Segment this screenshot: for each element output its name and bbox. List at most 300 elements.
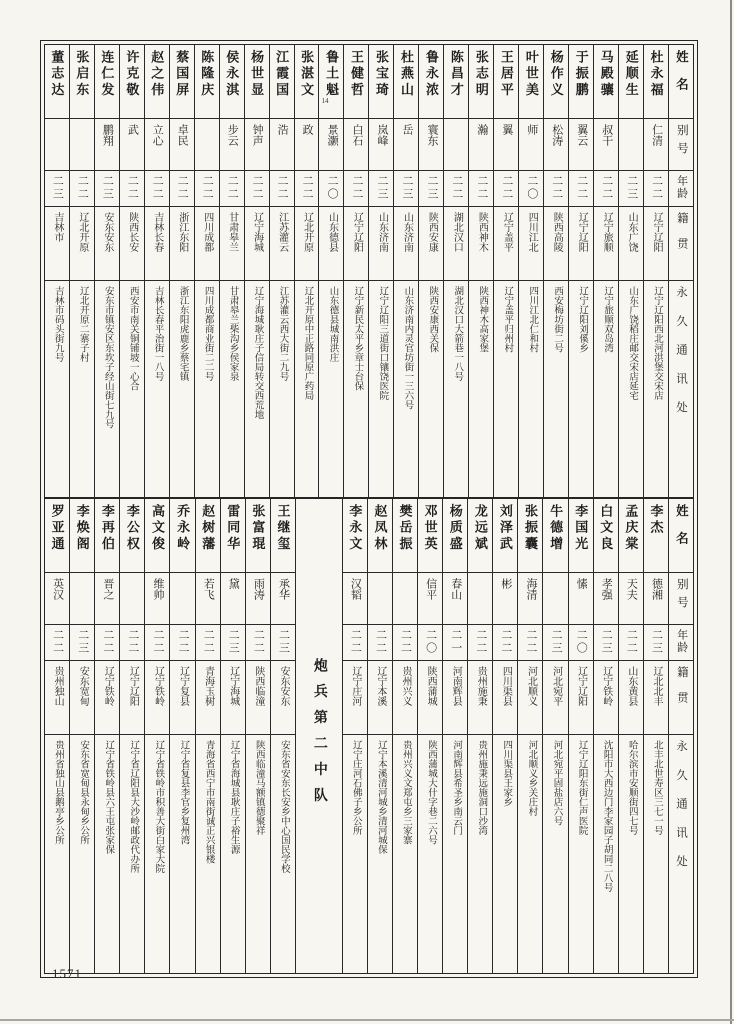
person-native-text: 陕西安康 — [426, 212, 438, 252]
person-age — [394, 171, 418, 207]
person-native-text: 辽宁辽阳 — [576, 212, 588, 252]
person-column — [144, 499, 169, 973]
person-native-text: 辽北北丰 — [650, 666, 662, 706]
person-age — [295, 171, 319, 207]
person-name — [70, 499, 94, 573]
person-alias — [45, 573, 69, 625]
person-address-text: 陕西蒲城大什字巷二六号 — [426, 740, 436, 845]
person-native — [170, 661, 194, 735]
person-age-text: 二三 — [400, 174, 413, 201]
person-alias — [70, 119, 94, 171]
person-age-text: 二二 — [600, 174, 613, 201]
person-native-text: 青海玉树 — [202, 666, 214, 706]
person-native-text: 山东黄县 — [625, 666, 637, 706]
person-name — [469, 45, 493, 119]
person-age-text: 二三 — [600, 628, 613, 655]
row-header-native — [669, 661, 693, 735]
person-alias — [644, 573, 668, 625]
person-address — [443, 735, 467, 973]
person-name — [120, 499, 144, 573]
person-age-text: 二二 — [76, 174, 89, 201]
person-column — [442, 499, 467, 973]
person-address — [295, 281, 319, 497]
person-alias — [343, 573, 367, 625]
person-age — [619, 625, 643, 661]
person-address-text: 安东省安东长安乡中心国民学校 — [278, 740, 289, 873]
person-native — [594, 661, 618, 735]
person-alias — [569, 119, 593, 171]
person-address-text: 贵州兴义文郑屯乡三家寨 — [400, 740, 411, 845]
person-address-text: 四川成都商业街二二号 — [202, 286, 213, 381]
person-alias-text: 德湘 — [650, 578, 663, 600]
person-alias — [594, 119, 618, 171]
person-native — [45, 661, 69, 735]
person-age-text: 二二 — [349, 628, 362, 655]
person-native — [569, 207, 593, 281]
person-native — [145, 661, 169, 735]
person-native-text: 辽宁铁岭 — [152, 666, 164, 706]
person-native-text: 陕西蒲城 — [425, 666, 437, 706]
person-native — [443, 661, 467, 735]
row-header-name — [669, 45, 693, 119]
person-column — [119, 45, 144, 497]
person-native — [344, 207, 368, 281]
person-address — [569, 735, 593, 973]
person-column — [468, 45, 493, 497]
person-address — [418, 735, 442, 973]
person-address-text: 陕西安康西关保 — [427, 286, 438, 353]
person-address — [221, 735, 245, 973]
person-native — [246, 661, 270, 735]
person-age — [170, 625, 194, 661]
person-address-text: 辽宁盖平归州村 — [502, 286, 513, 353]
person-name — [145, 45, 169, 119]
person-native — [95, 207, 119, 281]
person-native — [170, 207, 194, 281]
person-name — [468, 499, 492, 573]
person-age — [70, 625, 94, 661]
person-native-text: 浙江东阳 — [176, 212, 188, 252]
person-column — [568, 499, 593, 973]
person-address — [95, 281, 119, 497]
person-name — [195, 45, 219, 119]
person-column — [342, 499, 367, 973]
person-address-text: 吉林长春平治街一八号 — [152, 286, 163, 381]
person-age-text: 二二 — [575, 174, 588, 201]
person-alias — [419, 119, 443, 171]
person-name-text: 王继玺 — [275, 504, 291, 553]
person-address-text: 陕西神木高家堡 — [477, 286, 488, 353]
person-alias — [95, 573, 119, 625]
person-age — [95, 171, 119, 207]
person-name-text: 陈隆庆 — [199, 50, 215, 99]
person-age — [644, 171, 668, 207]
person-alias — [594, 573, 618, 625]
person-column — [69, 45, 94, 497]
person-address-text: 辽宁新民太平乡章士台保 — [352, 286, 363, 391]
person-name — [319, 45, 343, 119]
person-native — [270, 207, 294, 281]
person-alias-text: 浩 — [276, 124, 289, 135]
row-header-address — [669, 281, 693, 497]
person-name-text: 张启东 — [74, 50, 90, 99]
person-name — [270, 45, 294, 119]
person-native-text: 山东济南 — [401, 212, 413, 252]
person-address — [369, 281, 393, 497]
person-alias — [220, 119, 244, 171]
person-alias — [246, 573, 270, 625]
person-name-text: 叶世美 — [523, 50, 539, 99]
person-alias — [245, 119, 269, 171]
person-name — [544, 45, 568, 119]
person-address — [45, 735, 69, 973]
person-age-text: 二三 — [101, 174, 114, 201]
person-age-text: 二二 — [201, 174, 214, 201]
person-alias-text: 晋之 — [101, 578, 114, 600]
person-name-text: 张宝琦 — [374, 50, 390, 99]
person-age — [170, 171, 194, 207]
person-alias — [569, 573, 593, 625]
person-address-text: 吉林市码头街九号 — [52, 286, 63, 362]
person-age-text: 二三 — [550, 628, 563, 655]
person-name — [344, 45, 368, 119]
person-alias — [145, 119, 169, 171]
row-header-name-text: 姓名 — [674, 50, 689, 105]
person-age — [519, 171, 543, 207]
person-native — [494, 207, 518, 281]
person-alias-text: 海清 — [525, 578, 537, 600]
person-name — [419, 45, 443, 119]
person-alias-text: 雨涛 — [252, 578, 265, 600]
person-name — [95, 45, 119, 119]
person-alias — [519, 119, 543, 171]
person-native-text: 山东济南 — [376, 212, 388, 252]
person-alias — [70, 573, 94, 625]
person-name — [619, 45, 643, 119]
person-age — [120, 625, 144, 661]
person-column — [643, 499, 668, 973]
person-name-text: 蔡国屏 — [174, 50, 190, 99]
person-address-text: 辽宁庄河石佛子乡公所 — [350, 740, 361, 835]
person-native-text: 辽宁旅顺 — [601, 212, 613, 252]
person-address — [45, 281, 69, 497]
person-name-text: 刘泽武 — [497, 504, 513, 553]
bottom-roster-section — [45, 497, 693, 973]
person-native — [145, 207, 169, 281]
person-address — [271, 735, 295, 973]
person-column — [467, 499, 492, 973]
person-age — [145, 171, 169, 207]
person-native-text: 湖北汉口 — [451, 212, 463, 252]
page-number: 1571 — [52, 966, 82, 981]
person-native-text: 陕西高陵 — [551, 212, 563, 252]
person-name — [393, 499, 417, 573]
person-name-text: 罗亚通 — [49, 504, 65, 553]
person-age — [195, 171, 219, 207]
person-age-text: 二三 — [76, 628, 89, 655]
person-address — [220, 281, 244, 497]
person-alias-text: 瀚 — [475, 124, 488, 135]
person-alias-text: 维帅 — [152, 578, 164, 600]
unit-label-text: 炮兵第二中队 — [311, 658, 327, 814]
person-column — [270, 499, 295, 973]
person-address-text: 辽北开原二寨子村 — [77, 286, 88, 362]
person-age-text: 二〇 — [326, 174, 339, 201]
person-native-text: 辽宁铁岭 — [600, 666, 612, 706]
person-age-text: 二二 — [151, 174, 164, 201]
person-name-text: 连仁发 — [99, 50, 115, 99]
person-alias — [619, 573, 643, 625]
person-native — [195, 207, 219, 281]
person-alias-text: 仁清 — [650, 124, 663, 146]
person-native-text: 辽宁复县 — [177, 666, 189, 706]
person-alias — [394, 119, 418, 171]
person-alias-text: 步云 — [226, 124, 239, 146]
person-column — [368, 45, 393, 497]
person-name-text: 鲁土魁 — [324, 50, 340, 99]
person-name — [518, 499, 542, 573]
person-native — [245, 207, 269, 281]
person-alias — [494, 119, 518, 171]
person-native — [594, 207, 618, 281]
person-alias — [221, 573, 245, 625]
person-alias-text: 岚峰 — [376, 124, 388, 146]
person-alias-text: 信平 — [424, 578, 437, 600]
person-alias — [270, 119, 294, 171]
person-address-text: 山东广饶稻庄邮交宋店延宅 — [627, 286, 638, 400]
person-alias — [418, 573, 442, 625]
row-header-age-text: 年龄 — [675, 175, 688, 200]
person-name — [220, 45, 244, 119]
person-alias — [493, 573, 517, 625]
person-age-text: 二二 — [625, 628, 638, 655]
person-alias — [469, 119, 493, 171]
row-header-address — [669, 735, 693, 973]
person-address-text: 青海省西宁市南街诚正兴银楼 — [203, 740, 214, 864]
person-address — [519, 281, 543, 497]
person-address — [246, 735, 270, 973]
person-column — [244, 45, 269, 497]
person-name — [394, 45, 418, 119]
person-native-text: 贵州独山 — [52, 666, 64, 706]
row-header-age — [669, 171, 693, 207]
person-age — [95, 625, 119, 661]
person-column — [392, 499, 417, 973]
person-age — [344, 171, 368, 207]
person-alias — [170, 119, 194, 171]
person-alias — [543, 573, 567, 625]
person-age — [368, 625, 392, 661]
person-name-text: 张湛文 — [299, 50, 315, 99]
person-column — [294, 45, 319, 497]
person-address-text: 浙江东阳虎鹿乡蔡宅镇 — [177, 286, 188, 381]
roster-table — [44, 44, 694, 974]
person-native-text: 吉林市 — [51, 212, 63, 242]
person-address-text: 山东德县城南洪庄 — [327, 286, 338, 362]
person-age-text: 二二 — [399, 628, 412, 655]
person-column — [219, 45, 244, 497]
person-age-text: 二〇 — [575, 628, 588, 655]
person-alias-text: 松涛 — [550, 124, 563, 146]
person-address — [196, 735, 220, 973]
person-age — [120, 171, 144, 207]
person-native — [644, 661, 668, 735]
person-age-text: 二三 — [625, 174, 638, 201]
person-age — [569, 171, 593, 207]
person-name-text: 杜永福 — [648, 50, 664, 99]
person-column — [94, 499, 119, 973]
person-alias-text: 卓民 — [176, 124, 189, 146]
person-name-text: 赵之伟 — [149, 50, 165, 99]
person-address — [120, 735, 144, 973]
person-address-text: 辽宁海城耿庄子信局转交西荒地 — [252, 286, 263, 419]
person-native-text: 河北顺义 — [525, 666, 537, 706]
person-age — [145, 625, 169, 661]
person-age — [469, 171, 493, 207]
person-native — [619, 661, 643, 735]
person-address — [619, 735, 643, 973]
person-age — [569, 625, 593, 661]
person-address-text: 辽宁辽阳三道街口镶饶医院 — [377, 286, 388, 400]
person-address-text: 山东济南内灵官坊街一三六号 — [402, 286, 413, 410]
person-native-text: 辽北开原 — [76, 212, 88, 252]
person-address-text: 湖北汉口大箭巷一八号 — [452, 286, 463, 381]
person-column — [318, 45, 343, 497]
person-native-text: 辽宁辽阳 — [127, 666, 139, 706]
person-native-text: 辽宁辽阳 — [351, 212, 363, 252]
person-name — [619, 499, 643, 573]
person-age — [45, 171, 69, 207]
person-alias-text: 政 — [301, 124, 314, 135]
person-native-text: 吉林长春 — [151, 212, 163, 252]
person-name — [569, 45, 593, 119]
person-address — [145, 281, 169, 497]
person-alias-text: 翼云 — [575, 124, 588, 146]
person-native-text: 辽宁盖平 — [501, 212, 513, 252]
person-age-text: 二〇 — [424, 628, 437, 655]
person-native-text: 辽宁本溪 — [374, 666, 386, 706]
person-column — [568, 45, 593, 497]
person-column — [492, 499, 517, 973]
person-native — [95, 661, 119, 735]
person-name — [543, 499, 567, 573]
person-name-text: 延顺生 — [623, 50, 639, 99]
person-address — [569, 281, 593, 497]
row-header-column — [668, 499, 693, 973]
person-name — [644, 45, 668, 119]
person-name-text: 董志达 — [49, 50, 65, 99]
person-native — [518, 661, 542, 735]
person-age — [319, 171, 343, 207]
person-name-text: 樊岳振 — [397, 504, 413, 553]
person-alias-text: 承华 — [277, 578, 290, 600]
person-address-text: 辽宁旅顺双岛湾 — [602, 286, 613, 353]
person-address-text: 四川渠县王家乡 — [501, 740, 512, 807]
person-alias-text: 叔干 — [600, 124, 613, 146]
person-alias — [319, 119, 343, 171]
person-name-text: 雷同华 — [225, 504, 241, 553]
person-address-text: 四川江北仁和村 — [527, 286, 538, 353]
person-name — [271, 499, 295, 573]
person-native-text: 甘肃皋兰 — [226, 212, 238, 252]
person-name-text: 王居平 — [498, 50, 514, 99]
person-address — [368, 735, 392, 973]
person-alias — [369, 119, 393, 171]
person-alias — [518, 573, 542, 625]
person-address — [518, 735, 542, 973]
top-roster-section — [45, 45, 693, 497]
person-native — [619, 207, 643, 281]
person-column — [119, 499, 144, 973]
person-alias — [393, 573, 417, 625]
person-alias — [368, 573, 392, 625]
person-name-text: 李国光 — [573, 504, 589, 553]
row-header-column — [668, 45, 693, 497]
person-address-text: 辽北开原中正路同原广药局 — [302, 286, 313, 400]
person-name — [170, 45, 194, 119]
page-edge-right — [730, 0, 732, 1024]
person-address-text: 河北顺义乡关庄村 — [526, 740, 537, 816]
person-alias — [344, 119, 368, 171]
row-header-native-text: 籍贯 — [675, 666, 688, 717]
person-column — [643, 45, 668, 497]
person-alias — [170, 573, 194, 625]
person-alias-text: 若飞 — [202, 578, 215, 600]
person-column — [169, 499, 194, 973]
person-native — [70, 207, 94, 281]
person-age — [221, 625, 245, 661]
person-age — [70, 171, 94, 207]
person-address-text: 贵州施秉远施洞口沙湾 — [476, 740, 487, 835]
person-native-text: 山东德县 — [326, 212, 338, 252]
person-age-text: 二二 — [550, 174, 563, 201]
person-name — [343, 499, 367, 573]
person-native — [70, 661, 94, 735]
row-header-name-text: 姓名 — [674, 504, 689, 559]
person-age — [418, 625, 442, 661]
person-alias-text: 愫 — [575, 578, 588, 589]
person-address — [543, 735, 567, 973]
person-address — [594, 281, 618, 497]
person-alias-text: 岳 — [400, 124, 413, 135]
person-native — [493, 661, 517, 735]
person-address — [343, 735, 367, 973]
person-address — [319, 281, 343, 497]
person-alias-text: 鹏翔 — [101, 124, 114, 146]
person-alias-text: 汉韬 — [349, 578, 362, 600]
person-column — [593, 45, 618, 497]
person-column — [45, 499, 69, 973]
person-age — [543, 625, 567, 661]
person-address-text: 甘肃皋兰柴沟乡侯家泉 — [227, 286, 238, 381]
person-native — [369, 207, 393, 281]
person-native-text: 陕西神木 — [476, 212, 488, 252]
person-native — [45, 207, 69, 281]
person-address — [394, 281, 418, 497]
person-name-text: 邓世英 — [422, 504, 438, 553]
person-name-text: 赵树藩 — [200, 504, 216, 553]
person-address-text: 河南辉县希圣乡南云门 — [451, 740, 462, 835]
person-age-text: 二〇 — [525, 174, 538, 201]
person-alias — [196, 573, 220, 625]
person-name — [644, 499, 668, 573]
person-age-text: 二二 — [499, 628, 512, 655]
person-age — [45, 625, 69, 661]
person-age-text: 二二 — [474, 628, 487, 655]
person-name — [369, 45, 393, 119]
person-name — [45, 499, 69, 573]
person-age — [468, 625, 492, 661]
